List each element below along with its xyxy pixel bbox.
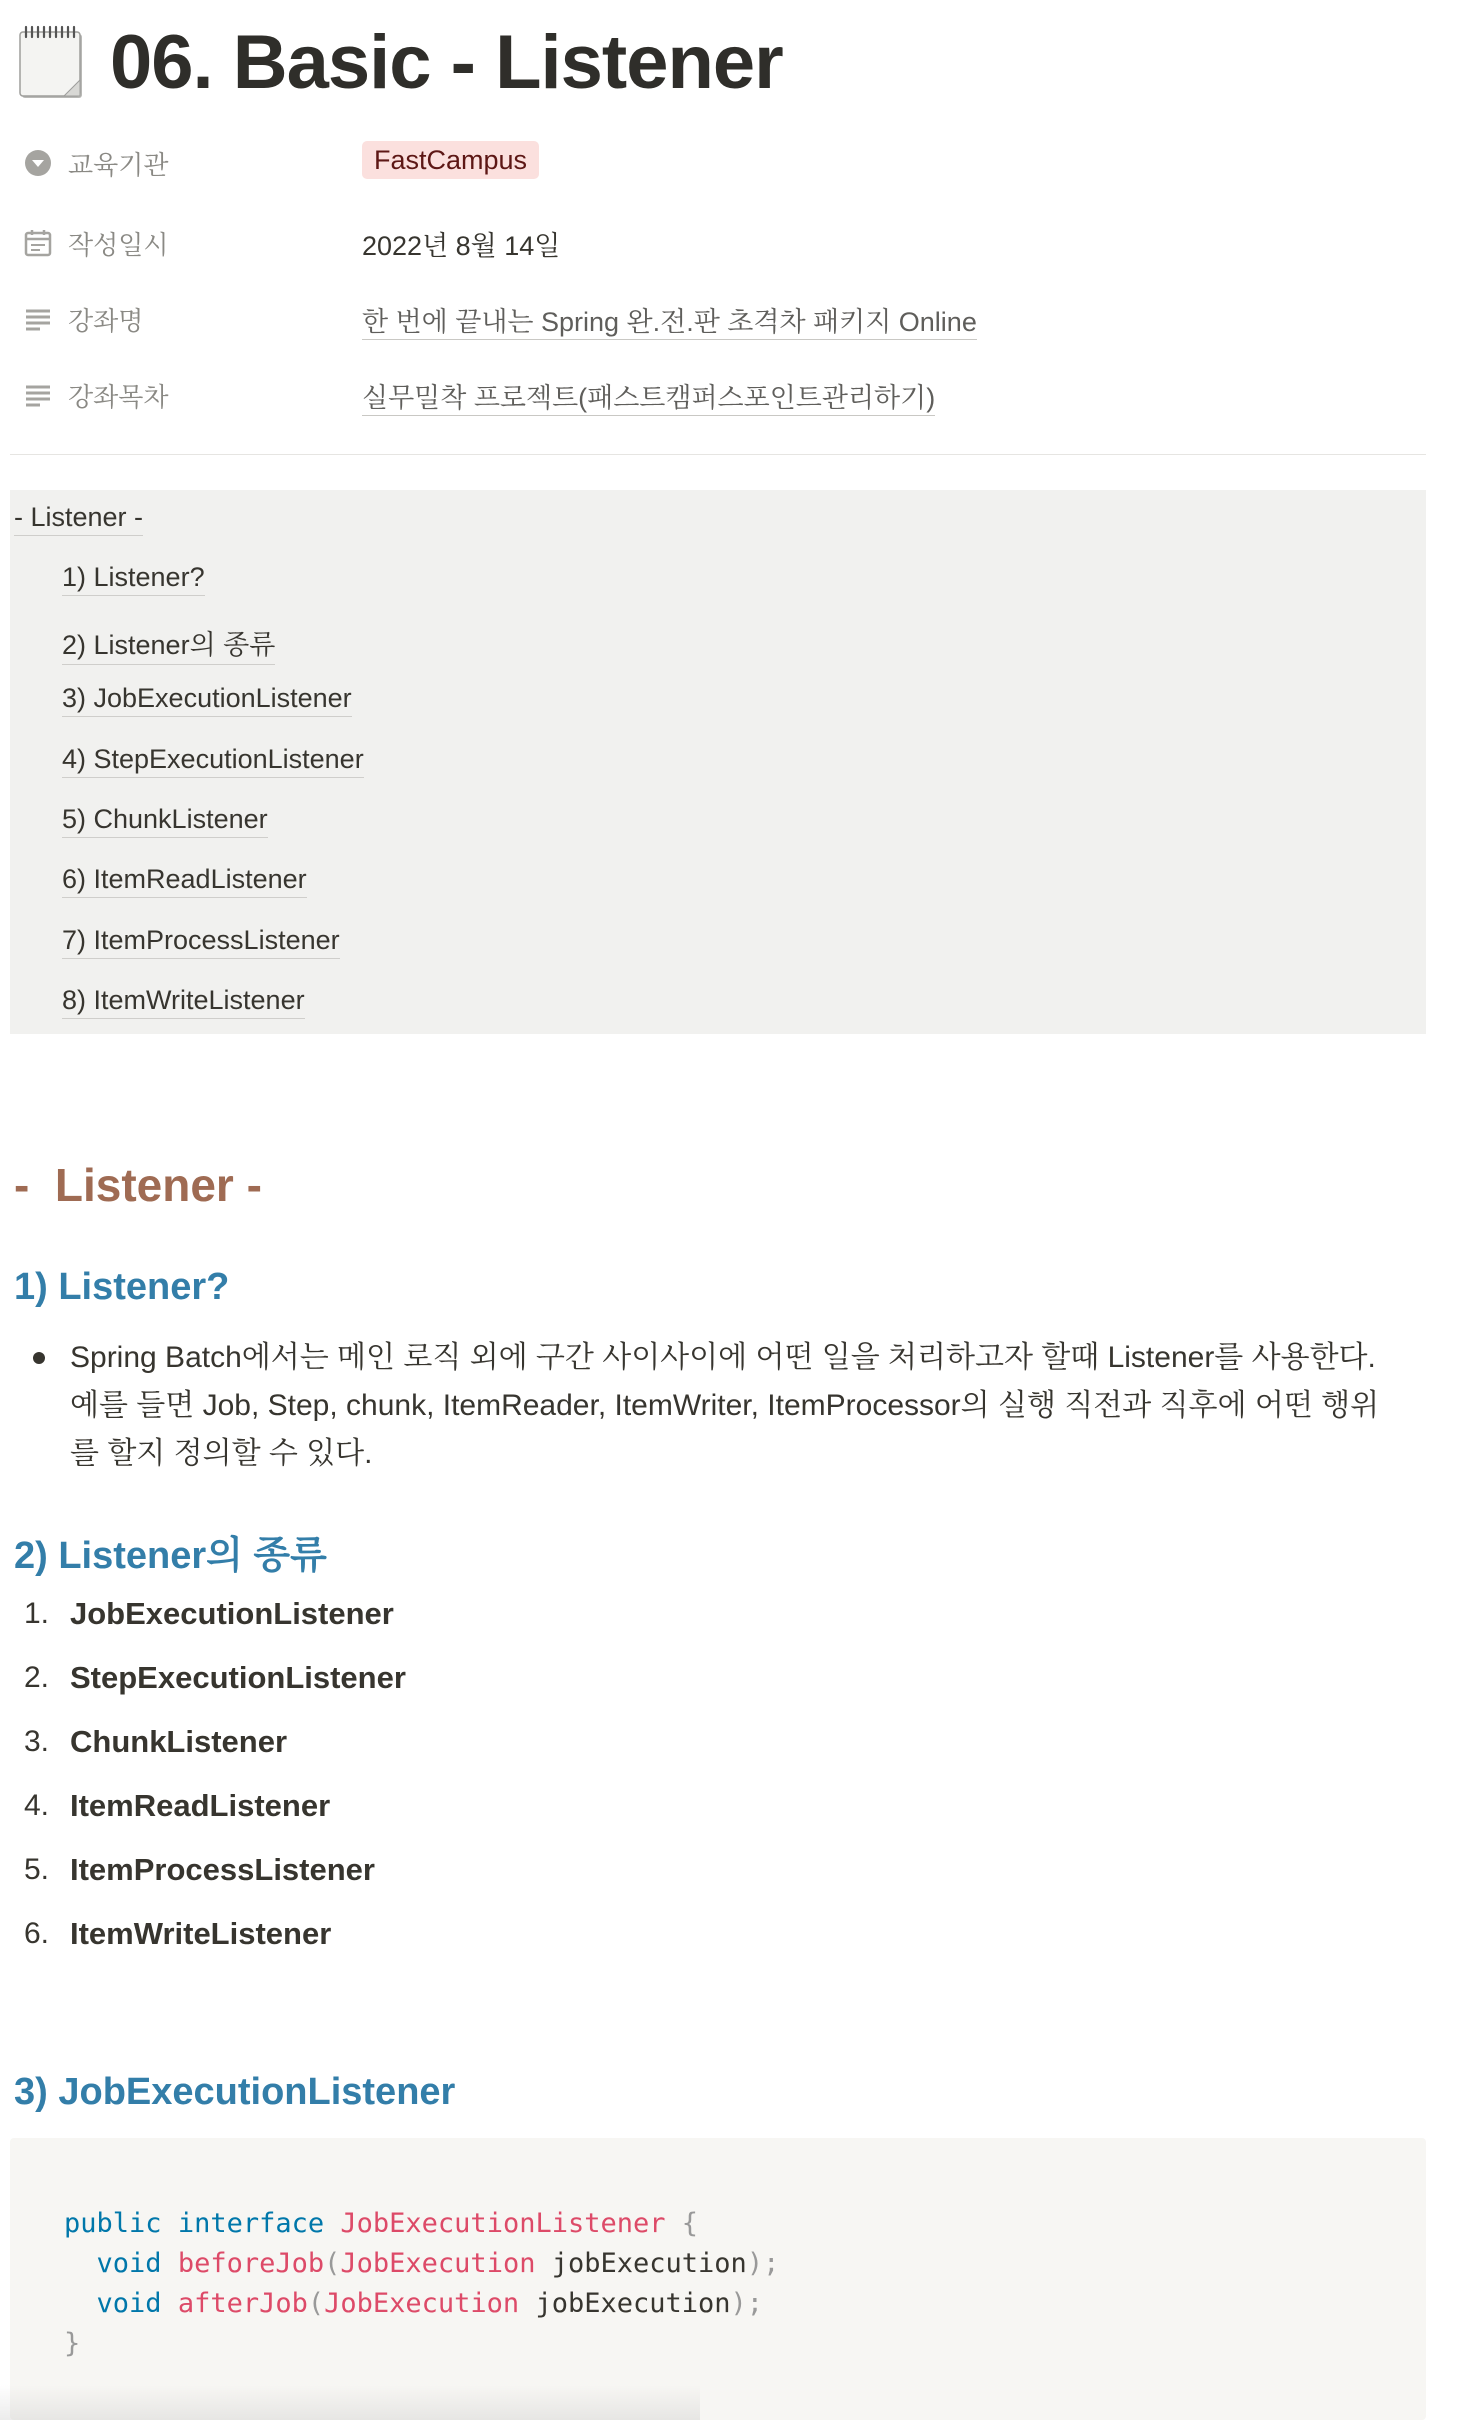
list-item: JobExecutionListener — [70, 1596, 394, 1631]
toc-item-2[interactable]: 2) Listener의 종류 — [62, 623, 275, 665]
code-param: jobExecution — [535, 2288, 731, 2319]
notepad-icon[interactable] — [16, 24, 90, 102]
property-row-course-name[interactable] — [22, 299, 1422, 339]
select-chevron-icon — [22, 147, 54, 179]
list-number: 3. — [24, 1725, 50, 1758]
list-number: 2. — [24, 1661, 50, 1694]
heading-listener-types: 2) Listener의 종류 — [14, 1535, 327, 1577]
toc-item-5[interactable]: 5) ChunkListener — [62, 804, 268, 838]
divider — [10, 454, 1426, 455]
property-name: 교육기관 — [68, 149, 169, 180]
toc-item-7[interactable]: 7) ItemProcessListener — [62, 925, 340, 959]
paragraph-line: Spring Batch에서는 메인 로직 외에 구간 사이사이에 어떤 일을 처리하고자 할때 Listener를 사용한다. — [70, 1341, 1376, 1374]
code-line-2 — [64, 2248, 779, 2279]
text-lines-icon — [22, 303, 54, 335]
toc-item-6[interactable]: 6) ItemReadListener — [62, 864, 307, 898]
property-value — [362, 300, 977, 339]
bullet-paragraph — [70, 1334, 1430, 1478]
code-punct: ( — [324, 2248, 341, 2279]
code-block[interactable] — [10, 2138, 1426, 2420]
property-name: 작성일시 — [68, 229, 169, 260]
created-date: 2022년 8월 14일 — [362, 230, 561, 261]
list-item: ItemReadListener — [70, 1788, 331, 1823]
toc-item-4[interactable]: 4) StepExecutionListener — [62, 744, 364, 778]
code-line-3 — [64, 2288, 763, 2319]
bullet-dot — [33, 1352, 45, 1364]
list-number: 5. — [24, 1853, 50, 1886]
toc-item-3[interactable]: 3) JobExecutionListener — [62, 683, 352, 717]
heading-listener: - Listener - — [14, 1159, 262, 1211]
list-item: ItemProcessListener — [70, 1852, 375, 1887]
code-param: jobExecution — [551, 2248, 747, 2279]
bottom-shadow — [0, 2385, 700, 2420]
code-line-4 — [64, 2328, 80, 2359]
heading-listener-intro: 1) Listener? — [14, 1266, 230, 1308]
code-method: afterJob — [177, 2288, 308, 2319]
course-name-link[interactable]: 한 번에 끝내는 Spring 완.전.판 초격차 패키지 Online — [362, 307, 977, 340]
property-row-course-toc[interactable] — [22, 375, 1422, 415]
property-row-institution[interactable] — [22, 143, 1422, 183]
code-punct: } — [64, 2328, 81, 2359]
course-toc-link[interactable]: 실무밀착 프로젝트(패스트캠퍼스포인트관리하기) — [362, 383, 935, 416]
code-line-1 — [64, 2208, 698, 2239]
paragraph-line: 예를 들면 Job, Step, chunk, ItemReader, ItemWriter, ItemProcessor의 실행 직전과 직후에 어떤 행위 — [70, 1389, 1380, 1422]
heading-job-execution-listener: 3) JobExecutionListener — [14, 2071, 456, 2113]
code-class-name: JobExecutionListener — [340, 2208, 666, 2239]
code-method: beforeJob — [177, 2248, 325, 2279]
calendar-icon — [22, 227, 54, 259]
code-type: JobExecution — [324, 2288, 520, 2319]
toc-item-1[interactable]: 1) Listener? — [62, 562, 205, 596]
code-punct: ); — [746, 2248, 780, 2279]
code-type: JobExecution — [340, 2248, 536, 2279]
code-keyword: public — [64, 2208, 162, 2239]
code-keyword: interface — [177, 2208, 325, 2239]
code-punct: ( — [307, 2288, 325, 2319]
code-keyword: void — [96, 2288, 162, 2319]
text-lines-icon — [22, 379, 54, 411]
list-number: 4. — [24, 1789, 50, 1822]
property-name: 강좌목차 — [68, 381, 169, 412]
property-value — [362, 376, 935, 415]
page-title: 06. Basic - Listener — [110, 20, 783, 105]
property-name: 강좌명 — [68, 305, 144, 336]
list-item: ChunkListener — [70, 1724, 288, 1759]
table-of-contents — [10, 490, 1426, 1034]
list-item: ItemWriteListener — [70, 1916, 332, 1951]
property-value — [362, 145, 539, 176]
page-header — [16, 18, 783, 108]
toc-item-listener[interactable]: - Listener - — [14, 502, 143, 536]
code-keyword: void — [96, 2248, 162, 2279]
code-punct: { — [681, 2208, 699, 2239]
code-punct: ); — [730, 2288, 764, 2319]
list-number: 1. — [24, 1597, 50, 1630]
paragraph-line: 를 할지 정의할 수 있다. — [70, 1437, 373, 1470]
toc-item-8[interactable]: 8) ItemWriteListener — [62, 985, 305, 1019]
list-number: 6. — [24, 1917, 50, 1950]
property-row-created[interactable] — [22, 223, 1422, 263]
list-item: StepExecutionListener — [70, 1660, 406, 1695]
institution-tag[interactable]: FastCampus — [362, 141, 539, 179]
